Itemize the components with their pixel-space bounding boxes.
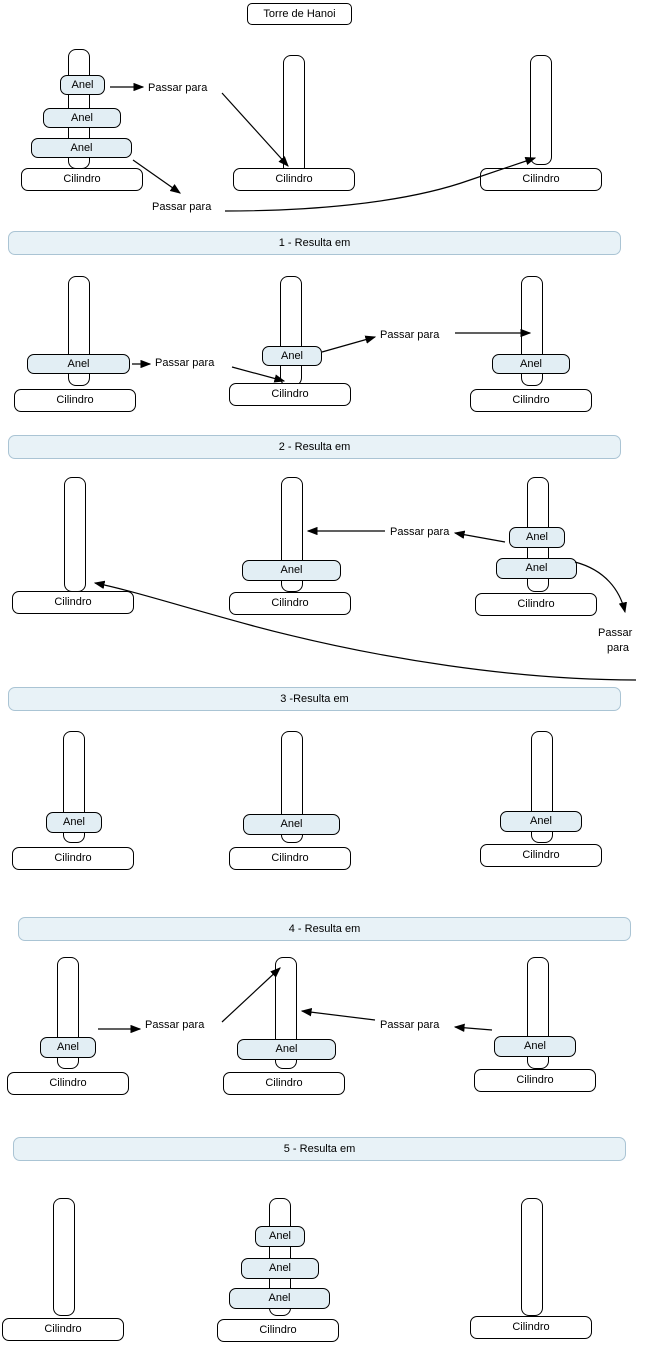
cylinder-right-stage-5 — [474, 1069, 596, 1092]
step-bar-2 — [8, 435, 621, 459]
move-label-5a: Passar para — [145, 1019, 205, 1031]
ring-label: Anel — [71, 78, 94, 91]
cylinder-label: Cilindro — [522, 173, 560, 185]
arrow-3a-stub — [455, 533, 505, 542]
cylinder-left-stage-5 — [7, 1072, 129, 1095]
cylinder-left-stage-4 — [12, 847, 134, 870]
ring-medium-stage-final — [241, 1258, 319, 1279]
cylinder-label: Cilindro — [54, 852, 92, 864]
cylinder-label: Cilindro — [512, 394, 550, 406]
cylinder-right-stage-initial — [480, 168, 602, 191]
arrow-2a — [232, 367, 284, 381]
peg-left-stage-final — [53, 1198, 75, 1316]
move-label-2b: Passar para — [380, 329, 440, 341]
cylinder-label: Cilindro — [517, 598, 555, 610]
arrow-5a — [222, 968, 280, 1022]
cylinder-left-stage-3 — [12, 591, 134, 614]
cylinder-label: Cilindro — [522, 849, 560, 861]
cylinder-right-stage-4 — [480, 844, 602, 867]
cylinder-left-stage-initial — [21, 168, 143, 191]
cylinder-middle-stage-2 — [229, 383, 351, 406]
cylinder-label: Cilindro — [512, 1321, 550, 1333]
step-bar-label: 5 - Resulta em — [283, 1143, 356, 1155]
ring-small-stage-final — [255, 1226, 305, 1247]
ring-stage-2-right — [492, 354, 570, 374]
ring-stage-4-right — [500, 811, 582, 832]
ring-label: Anel — [268, 1230, 292, 1242]
step-bar-label: 3 -Resulta em — [280, 693, 349, 705]
cylinder-left-stage-2 — [14, 389, 136, 412]
ring-label: Anel — [56, 1041, 80, 1053]
ring-label: Anel — [525, 562, 548, 574]
peg-right-stage-initial — [530, 55, 552, 165]
cylinder-middle-stage-3 — [229, 592, 351, 615]
ring-large-stage-final — [229, 1288, 330, 1309]
ring-stage-5-right — [494, 1036, 576, 1057]
step-bar-5 — [13, 1137, 626, 1161]
ring-label: Anel — [525, 531, 549, 543]
cylinder-right-stage-final — [470, 1316, 592, 1339]
diagram-title-label: Torre de Hanoi — [263, 7, 336, 20]
cylinder-label: Cilindro — [54, 596, 92, 608]
ring-medium-stage-initial — [43, 108, 121, 128]
arrow-2b-stub — [322, 337, 375, 352]
cylinder-middle-stage-initial — [233, 168, 355, 191]
ring-stage-3-right-top — [509, 527, 565, 548]
ring-label: Anel — [268, 1292, 291, 1304]
cylinder-left-stage-final — [2, 1318, 124, 1341]
move-label-1a: Passar para — [148, 82, 208, 94]
arrow-5b-stub — [455, 1027, 492, 1030]
diagram-title — [247, 3, 352, 25]
cylinder-middle-stage-final — [217, 1319, 339, 1342]
move-label-2a: Passar para — [155, 357, 215, 369]
cylinder-middle-stage-5 — [223, 1072, 345, 1095]
ring-label: Anel — [268, 1262, 292, 1274]
step-bar-label: 2 - Resulta em — [278, 441, 351, 453]
cylinder-label: Cilindro — [44, 1323, 82, 1335]
ring-label: Anel — [519, 357, 543, 370]
move-label-3b-line1: Passar — [598, 627, 633, 639]
peg-left-stage-3 — [64, 477, 86, 592]
ring-stage-2-middle — [262, 346, 322, 366]
ring-label: Anel — [280, 564, 303, 576]
cylinder-label: Cilindro — [56, 394, 94, 406]
cylinder-label: Cilindro — [271, 388, 309, 400]
ring-stage-5-left — [40, 1037, 96, 1058]
ring-stage-3-middle — [242, 560, 341, 581]
move-label-1b: Passar para — [152, 201, 212, 213]
arrow-1a — [222, 93, 288, 166]
cylinder-right-stage-3 — [475, 593, 597, 616]
peg-middle-stage-initial — [283, 55, 305, 175]
ring-stage-2-left — [27, 354, 130, 374]
ring-stage-3-right-bottom — [496, 558, 577, 579]
ring-stage-5-middle — [237, 1039, 336, 1060]
cylinder-right-stage-2 — [470, 389, 592, 412]
cylinder-middle-stage-4 — [229, 847, 351, 870]
ring-label: Anel — [70, 141, 93, 154]
ring-large-stage-initial — [31, 138, 132, 158]
ring-label: Anel — [280, 818, 303, 830]
ring-stage-4-middle — [243, 814, 340, 835]
cylinder-label: Cilindro — [259, 1324, 297, 1336]
step-bar-label: 1 - Resulta em — [278, 237, 351, 249]
ring-label: Anel — [280, 349, 304, 362]
step-bar-label: 4 - Resulta em — [288, 923, 361, 935]
move-label-5b: Passar para — [380, 1019, 440, 1031]
cylinder-label: Cilindro — [63, 173, 101, 185]
ring-label: Anel — [529, 815, 553, 827]
move-label-3b-line2: para — [607, 642, 630, 654]
ring-label: Anel — [62, 816, 86, 828]
ring-stage-4-left — [46, 812, 102, 833]
step-bar-4 — [18, 917, 631, 941]
ring-label: Anel — [67, 357, 90, 370]
ring-label: Anel — [275, 1043, 298, 1055]
step-bar-1 — [8, 231, 621, 255]
peg-right-stage-final — [521, 1198, 543, 1316]
cylinder-label: Cilindro — [516, 1074, 554, 1086]
cylinder-label: Cilindro — [271, 597, 309, 609]
ring-small-stage-initial — [60, 75, 105, 95]
arrow-5b — [302, 1011, 375, 1020]
peg-middle-stage-2 — [280, 276, 302, 386]
cylinder-label: Cilindro — [265, 1077, 303, 1089]
ring-label: Anel — [523, 1040, 547, 1052]
cylinder-label: Cilindro — [49, 1077, 87, 1089]
ring-label: Anel — [70, 111, 94, 124]
step-bar-3 — [8, 687, 621, 711]
cylinder-label: Cilindro — [271, 852, 309, 864]
move-label-3a: Passar para — [390, 526, 450, 538]
cylinder-label: Cilindro — [275, 173, 313, 185]
